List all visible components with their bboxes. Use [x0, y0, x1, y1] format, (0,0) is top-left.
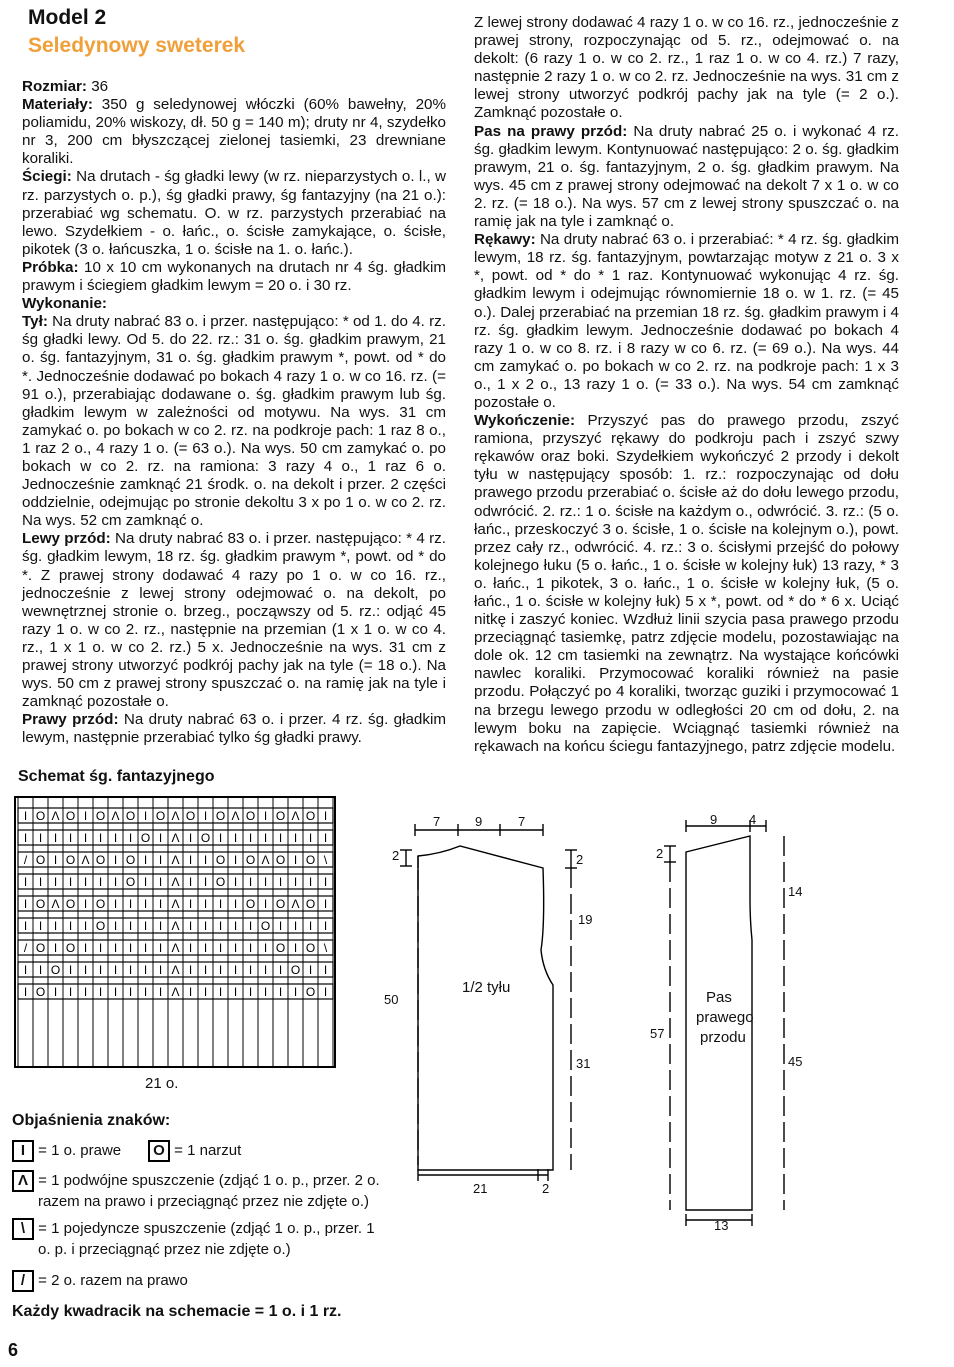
knit-stitch-symbol: I	[23, 809, 28, 823]
band-label-3: przodu	[700, 1029, 746, 1046]
knit-stitch-symbol: I	[248, 985, 253, 999]
wykonczenie-text: Przyszyć pas do prawego przodu, zszyć ramiona, przyszyć rękawy do podkroju pach i zszyć szwy rękawów oraz boki. Szydełkiem wykończyć 2 przody i dekolt tyłu w następujący sposób: 1. rz.: rozpoczynając od dołu prawego przodu przerabiać o. ścisłe aż do dołu lewego przodu, odwrócić. 2. rz.: 1 o. ścisłe na każdym o., odwrócić. 3. rz.: (5 o. łańc., przeskoczyć 3 o. ścisłe, 1 o. ścisłe na kolejnym o.), powt. przez cały rz., odwrócić. 4. rz.: 3 o. ścisłymi przejść do połowy kolejnego łuku (5 o. łańc., 1 o. ścisłe w kolejny łuk) 13 razy, * 3 o. łańc., 1 pikotek, 3 o. łańc., 1 o. ścisłe w kolejny łuk, (5 o. łańc., 1 o. ścisłe w kolejny łuk) 5 x *, powt. od * do * 6 x. Uciąć nitkę i zaszyć koniec. Wzdłuż linii szycia pasa prawego przodu przeciągnąć tasiemkę, patrz zdjęcie modelu, pozostawiając na dole ok. 12 cm tasiemki na zewnątrz. Na wystające końcówki nawlec koraliki. Przymocować koraliki również na pasie przodu. Połączyć po 4 koraliki, tworząc guziki i przymocować 1 na brzegu lewego przodu w odległości 20 cm od dołu, 2. na lewym boku na zapięcie. Wciągnąć tasiemki również na rękawach na końcu ściegu fantazyjnego, patrz zdjęcie modelu.	[474, 412, 899, 755]
knit-stitch-symbol: I	[143, 919, 148, 933]
back-top-mid-dim: 9	[475, 814, 483, 829]
knit-stitch-symbol: I	[53, 875, 58, 889]
double-decrease-stitch-symbol: Λ	[171, 853, 180, 867]
yarnover-stitch-symbol: O	[65, 941, 76, 955]
knit-stitch-symbol: I	[188, 875, 193, 889]
knit-stitch-symbol: I	[83, 831, 88, 845]
knit-stitch-symbol: I	[128, 985, 133, 999]
band-label-2: prawego	[696, 1009, 754, 1026]
knit-stitch-symbol: I	[233, 853, 238, 867]
tyl-text: Na druty nabrać 83 o. i przer. następująco: * od 1. do 4. rz. śg gładki lewy. Od 5. do 22. rz.: 31 o. śg. gładkim prawym, 21 o. śg. fantazyjnym, 31 o. śg. gładkim prawym *, powt. od * do *. Jednocześnie dodawać po bokach 4 razy 1 o. w co 16. rz. (= 91 o.), przerabiając dodawane o. śg. gładkim prawym lub śg. gładkim lewym w zależności od motywu. Na wys. 31 cm zamykać o. po bokach w co 2. rz. na podkroje pach: 1 raz 8 o., 1 raz 2 o., 4 razy 1 o. (= 63 o.). Na wys. 50 cm zamykać o. po bokach w co 2. rz. na ramiona: 3 razy 4 o., 1 raz 6 o. Jednocześnie zamknąć 21 środk. o. na dekolt i przer. 2 części oddzielnie, odejmując po stronie dekoltu 3 x po 1 o. w co 2. rz. Na wys. 52 cm zamknąć o.	[22, 313, 446, 530]
page-number: 6	[8, 1340, 19, 1360]
knit-stitch-symbol: I	[143, 963, 148, 977]
knit-stitch-symbol: I	[83, 963, 88, 977]
double-decrease-stitch-symbol: Λ	[111, 809, 120, 823]
knit-stitch-symbol: I	[98, 941, 103, 955]
knit-stitch-symbol: I	[68, 875, 73, 889]
yarnover-stitch-symbol: O	[50, 963, 61, 977]
knit-stitch-symbol: I	[128, 897, 133, 911]
knit-stitch-symbol: I	[53, 941, 58, 955]
knit-stitch-symbol: I	[53, 919, 58, 933]
yarnover-stitch-symbol: O	[275, 853, 286, 867]
back-height-dim: 50	[384, 992, 399, 1007]
knit-stitch-symbol: I	[158, 897, 163, 911]
double-decrease-stitch-symbol: Λ	[51, 809, 60, 823]
stitch-chart	[14, 796, 336, 1068]
single-decrease-stitch-symbol: \	[323, 853, 328, 867]
legend-yarnover	[148, 1140, 241, 1162]
yarnover-stitch-symbol: O	[275, 809, 286, 823]
yarnover-stitch-symbol: O	[305, 941, 316, 955]
knit-stitch-symbol: I	[53, 853, 58, 867]
knit-stitch-symbol: I	[323, 809, 328, 823]
yarnover-stitch-symbol: O	[95, 897, 106, 911]
yarnover-stitch-symbol: O	[95, 853, 106, 867]
back-pattern-diagram	[378, 810, 593, 1200]
knit-stitch-symbol: I	[23, 897, 28, 911]
knit-stitch-symbol: I	[263, 875, 268, 889]
knit-stitch-symbol: I	[113, 985, 118, 999]
knit-stitch-symbol: I	[188, 919, 193, 933]
back-top-left-dim: 7	[433, 814, 441, 829]
yarnover-stitch-symbol: O	[215, 809, 226, 823]
knit-stitch-symbol: I	[38, 963, 43, 977]
knit-stitch-symbol: I	[203, 985, 208, 999]
rekawy-label: Rękawy:	[474, 231, 536, 249]
knit-stitch-symbol: I	[308, 875, 313, 889]
tyl-label: Tył:	[22, 313, 48, 331]
rozmiar-label: Rozmiar:	[22, 78, 87, 95]
knit-stitch-symbol: I	[83, 919, 88, 933]
rozmiar-text: 36	[86, 78, 109, 95]
back-piece-label: 1/2 tyłu	[462, 979, 511, 996]
knit-stitch-symbol: I	[188, 897, 193, 911]
materialy-label: Materiały:	[22, 96, 93, 114]
legend-single-decrease-text-2: o. p. i przeciągnąć przez nie zdjęte o.)	[38, 1241, 291, 1258]
knit-stitch-symbol: I	[263, 941, 268, 955]
knit-stitch-symbol: I	[203, 809, 208, 823]
knit-stitch-symbol: I	[158, 963, 163, 977]
yarnover-stitch-symbol: O	[305, 897, 316, 911]
yarnover-stitch-symbol: O	[245, 897, 256, 911]
pas-label: Pas na prawy przód:	[474, 122, 628, 140]
knit-stitch-symbol: I	[23, 963, 28, 977]
knit-stitch-symbol: I	[113, 831, 118, 845]
knit-stitch-symbol: I	[233, 919, 238, 933]
knit-stitch-symbol: I	[68, 919, 73, 933]
knit-stitch-symbol: I	[128, 941, 133, 955]
yarnover-stitch-symbol: O	[35, 853, 46, 867]
knit-stitch-symbol: I	[203, 963, 208, 977]
knit-stitch-symbol: I	[323, 919, 328, 933]
double-decrease-stitch-symbol: Λ	[291, 809, 300, 823]
yarnover-stitch-symbol: O	[65, 809, 76, 823]
knit-stitch-symbol: I	[38, 831, 43, 845]
knit-stitch-symbol: I	[278, 985, 283, 999]
knit-stitch-symbol: I	[68, 963, 73, 977]
knit-stitch-symbol: I	[323, 831, 328, 845]
back-top-right-dim: 7	[518, 814, 526, 829]
yarnover-stitch-symbol: O	[305, 809, 316, 823]
yarnover-stitch-symbol: O	[185, 809, 196, 823]
yarnover-stitch-symbol: O	[95, 809, 106, 823]
double-decrease-stitch-symbol: Λ	[171, 875, 180, 889]
knit-stitch-symbol: I	[203, 875, 208, 889]
schematic-title: Schemat śg. fantazyjnego	[18, 768, 215, 785]
knit-stitch-symbol: I	[218, 919, 223, 933]
knit-stitch-symbol: I	[83, 875, 88, 889]
knit-stitch-symbol: I	[98, 985, 103, 999]
knit-stitch-symbol: I	[293, 941, 298, 955]
knit-stitch-symbol: I	[23, 919, 28, 933]
probka-label: Próbka:	[22, 258, 79, 276]
knit-stitch-symbol: I	[158, 985, 163, 999]
yarnover-stitch-symbol: O	[245, 853, 256, 867]
yarnover-stitch-symbol: O	[65, 853, 76, 867]
band-lower-dim: 45	[788, 1054, 803, 1069]
knit-stitch-symbol: I	[233, 985, 238, 999]
yarnover-stitch-symbol: O	[35, 897, 46, 911]
knit-stitch-symbol: I	[98, 831, 103, 845]
knit-stitch-symbol: I	[218, 985, 223, 999]
probka-text: 10 x 10 cm wykonanych na drutach nr 4 śg. gładkim prawym i ściegiem gładkim lewym = 20 o. i 30 rz.	[22, 258, 446, 295]
knit-stitch-symbol: I	[188, 853, 193, 867]
knit-stitch-symbol: I	[143, 809, 148, 823]
right-column-text	[474, 14, 899, 756]
double-decrease-stitch-symbol: Λ	[171, 963, 180, 977]
k2tog-stitch-symbol: /	[23, 941, 28, 955]
wykonanie-label: Wykonanie:	[22, 295, 107, 313]
knit-stitch-symbol: I	[188, 831, 193, 845]
band-height-dim: 57	[650, 1026, 665, 1041]
knit-stitch-symbol: I	[113, 897, 118, 911]
knit-stitch-symbol: I	[53, 831, 58, 845]
yarnover-stitch-symbol: O	[215, 875, 226, 889]
rekawy-text: Na druty nabrać 63 o. i przerabiać: * 4 rz. śg. gładkim lewym, 18 rz. śg. fantazyjnym, powtarzając motyw z 21 o. 3 x *, powt. od * do * 1 raz. Kontynuować wykonując 4 rz. śg. gładkim lewym i odejmując równomiernie 18 o. w 1. rz. (= 45 o.). Dalej przerabiać na przemian 18 rz. śg. gładkim prawym i 4 rz. śg. gładkim lewym. Jednocześnie dodawać po bokach 4 razy 1 o. w co 8. rz. i 8 razy w co 6. rz. (= 69 o.). Na wys. 44 cm zamykać o. po bokach w co 2. rz. na podkroje pach: 1 x 3 o., 1 x 2 o., 13 razy 1 o. (= 33 o.). Na wys. 54 cm zamknąć pozostałe o.	[474, 231, 899, 411]
sciegi-text: Na drutach - śg gładki lewy (w rz. nieparzystych o. l., w rz. parzystych o. p.), śg gładki prawy, śg fantazyjny (na 21 o.): przerabiać wg schematu. O. w rz. parzystych przerabiać na lewo. Szydełkiem - o. łańc., o. ścisłe zamykające, o. ścisłe, pikotek (3 o. łańcuszka, 1 o. ścisłe na 1. o. łańc.).	[22, 168, 446, 258]
knit-stitch-symbol: I	[83, 897, 88, 911]
knit-stitch-symbol: I	[323, 875, 328, 889]
knit-stitch-symbol: I	[323, 897, 328, 911]
yarnover-stitch-symbol: O	[125, 809, 136, 823]
knit-stitch-symbol: I	[203, 919, 208, 933]
chart-cell-note: Każdy kwadracik na schemacie = 1 o. i 1 rz.	[12, 1303, 342, 1320]
band-pattern-diagram	[646, 810, 816, 1240]
knit-stitch-symbol: I	[113, 963, 118, 977]
knit-stitch-symbol: I	[323, 985, 328, 999]
k2tog-symbol-icon: /	[12, 1270, 34, 1292]
knit-stitch-symbol: I	[188, 941, 193, 955]
legend-double-decrease-text-2: razem na prawo i przeciągnąć przez nie zdjęte o.)	[38, 1193, 369, 1210]
knit-stitch-symbol: I	[188, 963, 193, 977]
knit-stitch-symbol: I	[158, 919, 163, 933]
yarnover-stitch-symbol: O	[200, 831, 211, 845]
knit-stitch-symbol: I	[143, 941, 148, 955]
knit-stitch-symbol: I	[293, 919, 298, 933]
double-decrease-symbol-icon: Λ	[12, 1170, 34, 1192]
double-decrease-stitch-symbol: Λ	[171, 919, 180, 933]
knit-stitch-symbol: I	[98, 875, 103, 889]
yarnover-stitch-symbol: O	[275, 897, 286, 911]
knit-stitch-symbol: I	[113, 875, 118, 889]
legend-yarnover-text: = 1 narzut	[174, 1141, 242, 1159]
back-side-dim: 31	[576, 1056, 591, 1071]
knit-stitch-symbol: I	[218, 831, 223, 845]
back-shoulder-drop-dim: 2	[576, 852, 584, 867]
knit-stitch-symbol: I	[278, 831, 283, 845]
knit-stitch-symbol: I	[83, 985, 88, 999]
knit-stitch-symbol: I	[293, 853, 298, 867]
double-decrease-stitch-symbol: Λ	[261, 853, 270, 867]
knit-stitch-symbol: I	[98, 963, 103, 977]
knit-stitch-symbol: I	[293, 875, 298, 889]
model-subtitle: Seledynowy sweterek	[28, 34, 246, 57]
knit-stitch-symbol: I	[203, 897, 208, 911]
knit-stitch-symbol: I	[293, 831, 298, 845]
knit-stitch-symbol: I	[113, 853, 118, 867]
legend-title: Objaśnienia znaków:	[12, 1112, 171, 1129]
back-neck-drop-dim: 2	[392, 848, 400, 863]
knit-stitch-symbol: I	[83, 809, 88, 823]
sciegi-label: Ściegi:	[22, 168, 72, 186]
knit-stitch-symbol: I	[248, 941, 253, 955]
knit-stitch-symbol: I	[188, 985, 193, 999]
knit-stitch-symbol: I	[113, 941, 118, 955]
double-decrease-stitch-symbol: Λ	[171, 809, 180, 823]
yarnover-stitch-symbol: O	[35, 985, 46, 999]
materialy-text: 350 g seledynowej włóczki (60% bawełny, 20% poliamidu, 20% wiskozy, dł. 50 g = 140 m); druty nr 4, szydełko nr 3, 200 cm błyszczącej zielonej tasiemki, 23 drewniane koraliki.	[22, 96, 446, 168]
band-top-right-dim: 4	[749, 812, 757, 827]
knit-symbol-icon: I	[12, 1140, 34, 1162]
legend-single-decrease	[12, 1218, 375, 1260]
double-decrease-stitch-symbol: Λ	[171, 897, 180, 911]
yarnover-stitch-symbol: O	[305, 853, 316, 867]
knit-stitch-symbol: I	[23, 831, 28, 845]
legend-double-decrease-text-1: = 1 podwójne spuszczenie (zdjąć 1 o. p., przer. 2 o.	[38, 1171, 380, 1189]
yarnover-stitch-symbol: O	[275, 941, 286, 955]
legend-k2tog-text: = 2 o. razem na prawo	[38, 1271, 188, 1289]
yarnover-stitch-symbol: O	[35, 941, 46, 955]
double-decrease-stitch-symbol: Λ	[171, 941, 180, 955]
band-label-1: Pas	[706, 989, 732, 1006]
knit-stitch-symbol: I	[278, 963, 283, 977]
knit-stitch-symbol: I	[233, 831, 238, 845]
double-decrease-stitch-symbol: Λ	[231, 809, 240, 823]
band-top-left-dim: 9	[710, 812, 718, 827]
single-decrease-symbol-icon: \	[12, 1218, 34, 1240]
knit-stitch-symbol: I	[68, 831, 73, 845]
knit-stitch-symbol: I	[278, 919, 283, 933]
knit-stitch-symbol: I	[128, 831, 133, 845]
legend-single-decrease-text-1: = 1 pojedyncze spuszczenie (zdjąć 1 o. p., przer. 1	[38, 1219, 375, 1237]
yarnover-stitch-symbol: O	[65, 897, 76, 911]
knit-stitch-symbol: I	[293, 985, 298, 999]
knit-stitch-symbol: I	[248, 919, 253, 933]
knit-stitch-symbol: I	[248, 875, 253, 889]
knit-stitch-symbol: I	[218, 941, 223, 955]
legend-k2tog	[12, 1270, 188, 1292]
knit-stitch-symbol: I	[278, 875, 283, 889]
band-shoulder-drop-dim: 2	[656, 846, 664, 861]
knit-stitch-symbol: I	[128, 963, 133, 977]
yarnover-stitch-symbol: O	[305, 985, 316, 999]
knit-stitch-symbol: I	[233, 941, 238, 955]
wykonczenie-label: Wykończenie:	[474, 412, 575, 430]
yarnover-stitch-symbol: O	[35, 809, 46, 823]
knit-stitch-symbol: I	[143, 897, 148, 911]
legend-knit	[12, 1140, 121, 1162]
double-decrease-stitch-symbol: Λ	[81, 853, 90, 867]
chart-width-label: 21 o.	[145, 1075, 179, 1092]
yarnover-symbol-icon: O	[148, 1140, 170, 1162]
yarnover-stitch-symbol: O	[140, 831, 151, 845]
knit-stitch-symbol: I	[128, 919, 133, 933]
yarnover-stitch-symbol: O	[125, 853, 136, 867]
band-upper-dim: 14	[788, 884, 803, 899]
knit-stitch-symbol: I	[158, 875, 163, 889]
knit-stitch-symbol: I	[23, 875, 28, 889]
knit-stitch-symbol: I	[263, 831, 268, 845]
back-bottom-add-dim: 2	[542, 1181, 550, 1196]
knit-stitch-symbol: I	[233, 875, 238, 889]
yarnover-stitch-symbol: O	[95, 919, 106, 933]
yarnover-stitch-symbol: O	[155, 809, 166, 823]
k2tog-stitch-symbol: /	[23, 853, 28, 867]
knit-stitch-symbol: I	[23, 985, 28, 999]
model-title: Model 2	[28, 6, 107, 29]
knit-stitch-symbol: I	[323, 963, 328, 977]
knit-stitch-symbol: I	[248, 963, 253, 977]
knit-stitch-symbol: I	[143, 853, 148, 867]
knit-stitch-symbol: I	[263, 897, 268, 911]
prawy-przod-continued: Z lewej strony dodawać 4 razy 1 o. w co 16. rz., jednocześnie z prawej strony, rozpoczynając od 5. rz., odejmować o. na dekolt: (6 razy 1 o. w co 2. rz., 1 raz 1 o. w co 4. rz.) 7 razy, następnie 2 razy 1 o. w co 2. rz. Jednocześnie na wys. 31 cm z lewej strony utworzyć podkrój pachy jak na tyle (= 2 o.). Zamknąć pozostałe o.	[474, 14, 899, 122]
knit-stitch-symbol: I	[308, 963, 313, 977]
knit-stitch-symbol: I	[158, 831, 163, 845]
knit-stitch-symbol: I	[38, 875, 43, 889]
yarnover-stitch-symbol: O	[125, 875, 136, 889]
knit-stitch-symbol: I	[38, 919, 43, 933]
knit-stitch-symbol: I	[233, 897, 238, 911]
knit-stitch-symbol: I	[263, 963, 268, 977]
knit-stitch-symbol: I	[143, 875, 148, 889]
back-armhole-dim: 19	[578, 912, 593, 927]
knit-stitch-symbol: I	[158, 853, 163, 867]
knit-stitch-symbol: I	[308, 831, 313, 845]
knit-stitch-symbol: I	[263, 985, 268, 999]
double-decrease-stitch-symbol: Λ	[171, 831, 180, 845]
band-bottom-dim: 13	[714, 1218, 729, 1233]
double-decrease-stitch-symbol: Λ	[51, 897, 60, 911]
knit-stitch-symbol: I	[233, 963, 238, 977]
knit-stitch-symbol: I	[248, 831, 253, 845]
knit-stitch-symbol: I	[143, 985, 148, 999]
knit-stitch-symbol: I	[53, 985, 58, 999]
double-decrease-stitch-symbol: Λ	[291, 897, 300, 911]
knit-stitch-symbol: I	[218, 897, 223, 911]
yarnover-stitch-symbol: O	[260, 919, 271, 933]
yarnover-stitch-symbol: O	[290, 963, 301, 977]
knit-stitch-symbol: I	[203, 941, 208, 955]
knit-stitch-symbol: I	[83, 941, 88, 955]
knit-stitch-symbol: I	[308, 919, 313, 933]
knit-stitch-symbol: I	[218, 963, 223, 977]
double-decrease-stitch-symbol: Λ	[171, 985, 180, 999]
prawy-przod-text: Na druty nabrać 63 o. i przer. 4 rz. śg. gładkim lewym, następnie przerabiać tylko śg gładki prawy.	[22, 711, 446, 747]
lewy-przod-text: Na druty nabrać 83 o. i przer. następująco: * 4 rz. śg. gładkim lewym, 18 rz. śg. gładkim prawym *, powt. od * do *. Z prawej strony dodawać 4 razy po 1 o. w co 16. rz., jednocześnie z lewej strony odejmować o. na dekolt, po wewnętrznej stronie o. brzeg., począwszy od 5. rz.: odjąć 45 razy 1 o. w co 2. rz., następnie na przemian (1 x 1 o. w co 4. rz., 1 x 1 o. w co 2. rz.) 5 x. Jednocześnie na wys. 31 cm z prawej strony utworzyć podkrój pachy jak na tyle (= 18 o.). Na wys. 50 cm z prawej strony spuszczać o. na ramię jak na tyle i zamknąć pozostałe o.	[22, 530, 446, 711]
single-decrease-stitch-symbol: \	[323, 941, 328, 955]
knit-stitch-symbol: I	[158, 941, 163, 955]
knit-stitch-symbol: I	[113, 919, 118, 933]
legend-knit-text: = 1 o. prawe	[38, 1141, 122, 1159]
legend-double-decrease	[12, 1170, 380, 1212]
knit-stitch-symbol: I	[68, 985, 73, 999]
pas-text: Na druty nabrać 25 o. i wykonać 4 rz. śg. gładkim lewym. Kontynuować następująco: 2 o. śg. gładkim prawym, 21 o. śg. fantazyjnym, 2 o. śg. gładkim prawym. Na wys. 45 cm z prawej strony odejmować na dekolt 7 x 1 o. w co 2. rz. (= 18 o.). Na wys. 57 cm z lewej strony spuszczać o. na ramię jak na tyle i zamknąć o.	[474, 122, 899, 231]
knit-stitch-symbol: I	[203, 853, 208, 867]
yarnover-stitch-symbol: O	[215, 853, 226, 867]
yarnover-stitch-symbol: O	[245, 809, 256, 823]
lewy-przod-label: Lewy przód:	[22, 530, 111, 548]
knit-stitch-symbol: I	[263, 809, 268, 823]
prawy-przod-label: Prawy przód:	[22, 711, 119, 729]
left-column-text	[22, 78, 446, 747]
back-bottom-dim: 21	[473, 1181, 488, 1196]
